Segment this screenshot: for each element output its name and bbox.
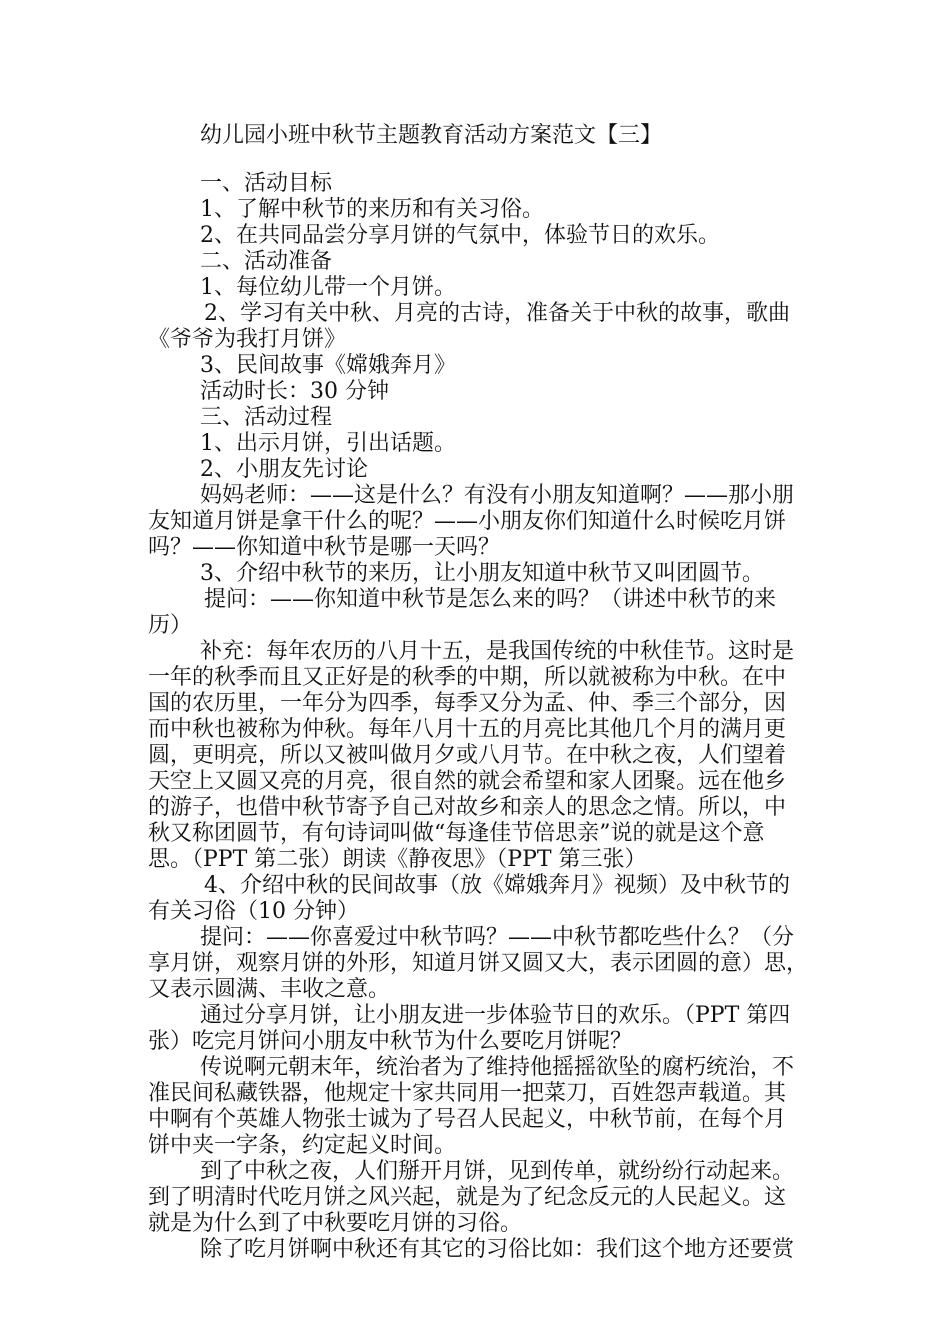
text-line: 2、学习有关中秋、月亮的古诗，准备关于中秋的故事，歌曲 bbox=[204, 301, 790, 326]
text-line: 通过分享月饼，让小朋友进一步体验节日的欢乐。（PPT 第四 bbox=[200, 1003, 791, 1028]
text-line: 传说啊元朝末年，统治者为了维持他摇摇欲坠的腐朽统治，不 bbox=[200, 1055, 795, 1080]
text-line: 到了中秋之夜，人们掰开月饼，见到传单，就纷纷行动起来。 bbox=[200, 1159, 795, 1184]
text-line: 一年的秋季而且又正好是的秋季的中期，所以就被称为中秋。在中 bbox=[148, 665, 787, 690]
text-line: 除了吃月饼啊中秋还有其它的习俗比如：我们这个地方还要赏 bbox=[200, 1237, 795, 1262]
text-line: 又表示圆满、丰收之意。 bbox=[148, 977, 391, 1002]
text-line: 到了明清时代吃月饼之风兴起，就是为了纪念反元的人民起义。这 bbox=[148, 1185, 787, 1210]
text-line: 国的农历里，一年分为四季，每季又分为孟、仲、季三个部分，因 bbox=[148, 691, 787, 716]
text-line: 1、出示月饼，引出话题。 bbox=[200, 431, 456, 456]
text-line: 友知道月饼是拿干什么的呢？——小朋友你们知道什么时候吃月饼 bbox=[148, 509, 787, 534]
text-line: 的游子，也借中秋节寄予自己对故乡和亲人的思念之情。所以，中 bbox=[148, 795, 787, 820]
text-line: 一、活动目标 bbox=[200, 171, 333, 196]
text-line: 有关习俗（10 分钟） bbox=[148, 899, 359, 924]
text-line: 秋又称团圆节，有句诗词叫做“每逢佳节倍思亲”说的就是这个意 bbox=[148, 821, 765, 846]
text-line: 活动时长：30 分钟 bbox=[200, 379, 389, 404]
text-line: 而中秋也被称为仲秋。每年八月十五的月亮比其他几个月的满月更 bbox=[148, 717, 787, 742]
text-line: 思。（PPT 第二张）朗读《静夜思》（PPT 第三张） bbox=[148, 847, 647, 872]
text-line: 提问：——你喜爱过中秋节吗？——中秋节都吃些什么？（分 bbox=[200, 925, 795, 950]
text-line: 《爷爷为我打月饼》 bbox=[148, 327, 347, 352]
document-body bbox=[148, 171, 816, 1263]
text-line: 吗？——你知道中秋节是哪一天吗？ bbox=[148, 535, 501, 560]
text-line: 补充：每年农历的八月十五，是我国传统的中秋佳节。这时是 bbox=[200, 639, 795, 664]
text-line: 2、在共同品尝分享月饼的气氛中，体验节日的欢乐。 bbox=[200, 223, 720, 248]
text-line: 圆，更明亮，所以又被叫做月夕或八月节。在中秋之夜，人们望着 bbox=[148, 743, 787, 768]
text-line: 3、民间故事《嫦娥奔月》 bbox=[200, 353, 456, 378]
text-line: 天空上又圆又亮的月亮，很自然的就会希望和家人团聚。远在他乡 bbox=[148, 769, 787, 794]
text-line: 中啊有个英雄人物张士诚为了号召人民起义，中秋节前，在每个月 bbox=[148, 1107, 787, 1132]
text-line: 饼中夹一字条，约定起义时间。 bbox=[148, 1133, 457, 1158]
text-line: 提问：——你知道中秋节是怎么来的吗？（讲述中秋节的来 bbox=[204, 587, 777, 612]
text-line: 1、了解中秋节的来历和有关习俗。 bbox=[200, 197, 544, 222]
text-line: 张）吃完月饼问小朋友中秋节为什么要吃月饼呢？ bbox=[148, 1029, 633, 1054]
text-line: 三、活动过程 bbox=[200, 405, 333, 430]
text-line: 4、介绍中秋的民间故事（放《嫦娥奔月》视频）及中秋节的 bbox=[204, 873, 790, 898]
text-line: 3、介绍中秋节的来历，让小朋友知道中秋节又叫团圆节。 bbox=[200, 561, 764, 586]
text-line: 享月饼，观察月饼的外形，知道月饼又圆又大，表示团圆的意）思， bbox=[148, 951, 809, 976]
text-line: 就是为什么到了中秋要吃月饼的习俗。 bbox=[148, 1211, 523, 1236]
text-line: 1、每位幼儿带一个月饼。 bbox=[200, 275, 456, 300]
text-line: 二、活动准备 bbox=[200, 249, 333, 274]
text-line: 准民间私藏铁器，他规定十家共同用一把菜刀，百姓怨声载道。其 bbox=[148, 1081, 787, 1106]
text-line: 2、小朋友先讨论 bbox=[200, 457, 368, 482]
text-line: 历） bbox=[148, 613, 193, 638]
document-title: 幼儿园小班中秋节主题教育活动方案范文【三】 bbox=[200, 123, 663, 148]
text-line: 妈妈老师：——这是什么？有没有小朋友知道啊？——那小朋 bbox=[200, 483, 795, 508]
